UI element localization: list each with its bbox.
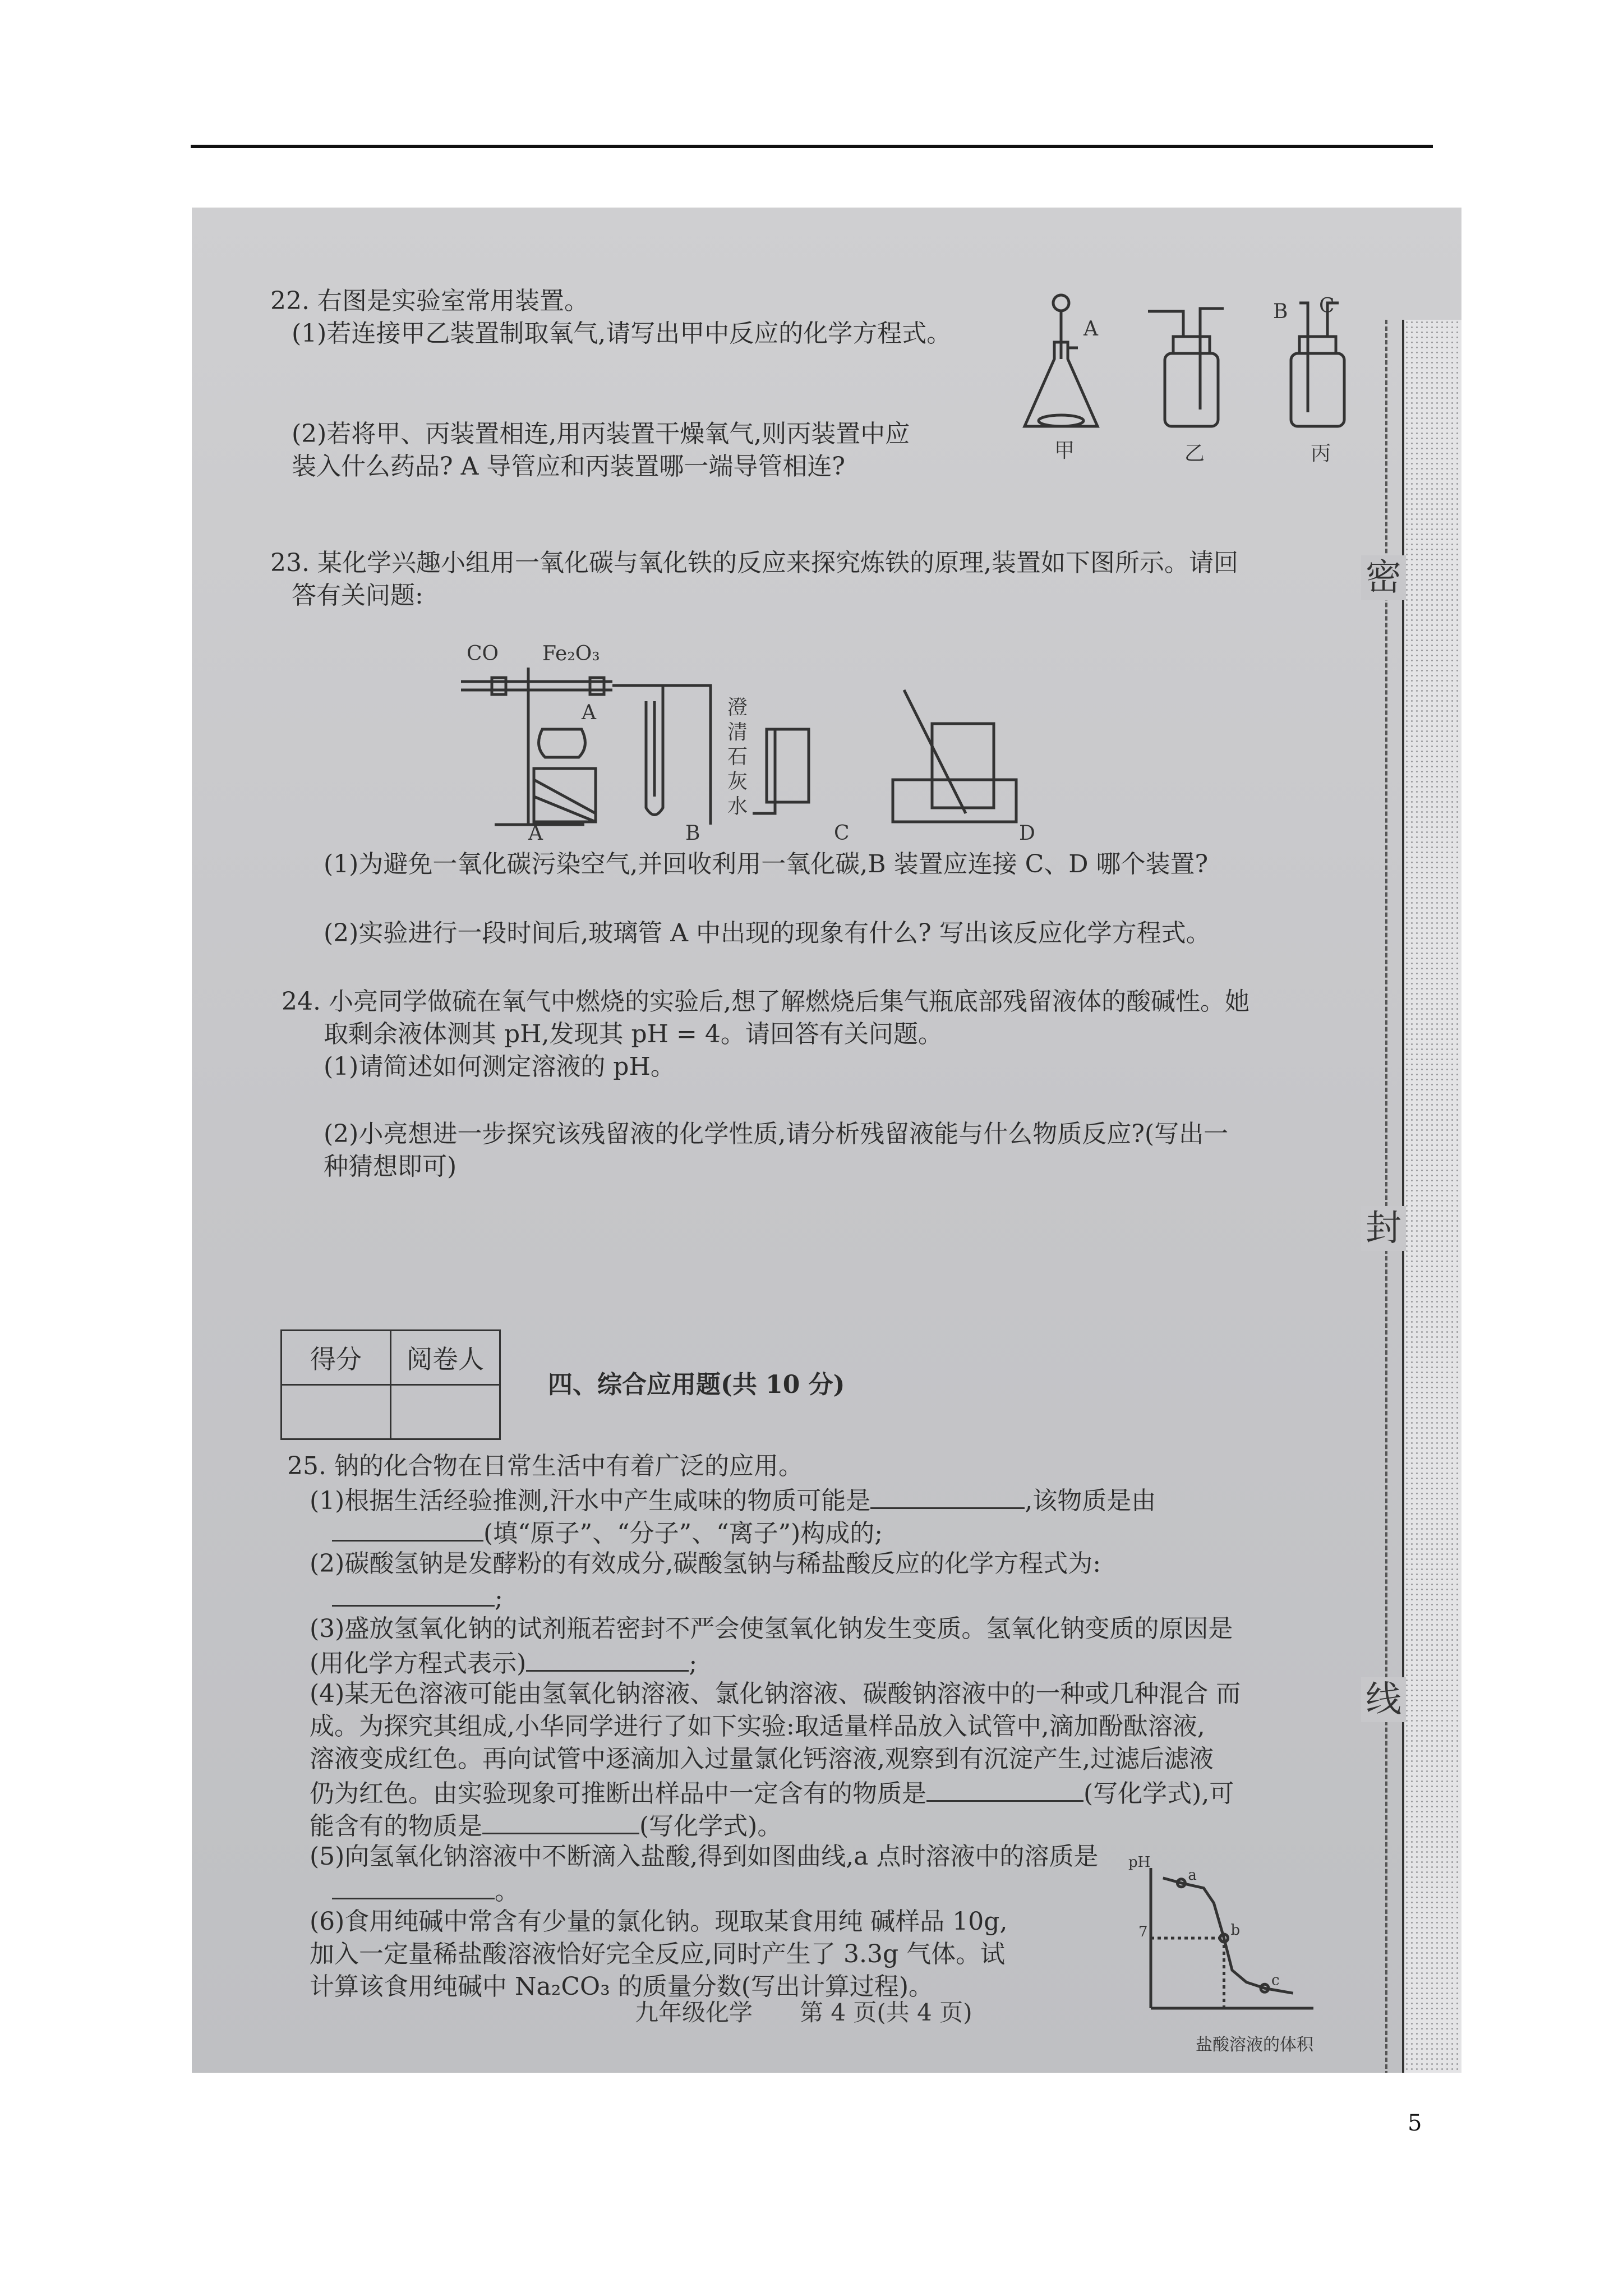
- q25-part4-line2: 成。为探究其组成,小华同学进行了如下实验:取适量样品放入试管中,滴加酚酞溶液,: [310, 1712, 1205, 1741]
- q25-part4-line4: [310, 1775, 1234, 1810]
- seal-strip: [1402, 320, 1461, 2073]
- q25-part4-line3: 溶液变成红色。再向试管中逐滴加入过量氯化钙溶液,观察到有沉淀产生,过滤后滤液: [310, 1745, 1214, 1773]
- q23-label-D: D: [1019, 822, 1035, 845]
- page-number: 5: [1408, 2110, 1422, 2136]
- q25-part6-line3: 计算该食用纯碱中 Na₂CO₃ 的质量分数(写出计算过程)。: [310, 1972, 934, 2001]
- q23-part1: (1)为避免一氧化碳污染空气,并回收利用一氧化碳,B 装置应连接 C、D 哪个装置?: [324, 850, 1209, 878]
- q25-stem: 25. 钠的化合物在日常生活中有着广泛的应用。: [287, 1452, 803, 1480]
- answer-blank[interactable]: [332, 1515, 483, 1542]
- chart-point-label-b: b: [1230, 1922, 1241, 1939]
- q24-part1: (1)请简述如何测定溶液的 pH。: [324, 1052, 675, 1081]
- q25-part3-text: (用化学方程式表示): [310, 1649, 527, 1678]
- chart-point-label-c: c: [1271, 1972, 1280, 1989]
- q22-stem: 22. 右图是实验室常用装置。: [270, 287, 589, 315]
- q22-label-yi: 乙: [1184, 442, 1205, 465]
- q23-label-limewater: 澄清石灰水: [727, 696, 748, 818]
- apparatus-A: [461, 668, 612, 825]
- q25-part3-text2: ;: [689, 1649, 698, 1678]
- q25-part2-line1: (2)碳酸氢钠是发酵粉的有效成分,碳酸氢钠与稀盐酸反应的化学方程式为:: [310, 1549, 1101, 1578]
- chart-point-label-a: a: [1188, 1866, 1197, 1884]
- scanned-exam-page: [192, 208, 1461, 2073]
- q25-part2-text2: ;: [495, 1584, 503, 1613]
- apparatus-bing: [1291, 303, 1344, 426]
- q22-part2-line2: 装入什么药品? A 导管应和丙装置哪一端导管相连?: [292, 452, 845, 481]
- apparatus-yi: [1148, 309, 1224, 426]
- answer-blank[interactable]: [332, 1873, 495, 1899]
- q25-part4-text4: (写化学式)。: [639, 1812, 782, 1841]
- q25-part4-text2: (写化学式),可: [1083, 1779, 1234, 1808]
- q25-part5-line1: (5)向氢氧化钠溶液中不断滴入盐酸,得到如图曲线,a 点时溶液中的溶质是: [310, 1842, 1099, 1871]
- chart-xlabel: 盐酸溶液的体积: [1196, 2035, 1313, 2055]
- q23-stem-line1: 23. 某化学兴趣小组用一氧化碳与氧化铁的反应来探究炼铁的原理,装置如下图所示。请回: [270, 549, 1238, 577]
- answer-blank[interactable]: [526, 1645, 689, 1672]
- q23-label-tube-a: A: [582, 701, 596, 724]
- q22-label-bing: 丙: [1311, 442, 1331, 465]
- q25-part1-line1: [310, 1483, 1156, 1517]
- q22-label-b: B: [1273, 300, 1288, 323]
- q22-part1: (1)若连接甲乙装置制取氧气,请写出甲中反应的化学方程式。: [292, 319, 952, 348]
- answer-blank[interactable]: [870, 1483, 1025, 1509]
- q25-part5-text2: 。: [495, 1877, 519, 1906]
- q25-part1-text: (1)根据生活经验推测,汗水中产生咸味的物质可能是: [310, 1487, 871, 1515]
- q25-part3-line1: (3)盛放氢氧化钠的试剂瓶若密封不严会使氢氧化钠发生变质。氢氧化钠变质的原因是: [310, 1614, 1233, 1643]
- q23-apparatus-figure: [461, 645, 1414, 836]
- answer-blank[interactable]: [926, 1775, 1083, 1802]
- q24-part2-line1: (2)小亮想进一步探究该残留液的化学性质,请分析残留液能与什么物质反应?(写出一: [324, 1120, 1229, 1148]
- q23-label-co: CO: [467, 642, 499, 665]
- grader-cell[interactable]: [391, 1385, 500, 1439]
- page-footer: 九年级化学 第 4 页(共 4 页): [635, 1999, 972, 2026]
- apparatus-jia: [1025, 295, 1098, 426]
- q23-label-fe2o3: Fe₂O₃: [542, 642, 600, 665]
- apparatus-C: [753, 729, 809, 813]
- q22-part2-line1: (2)若将甲、丙装置相连,用丙装置干燥氧气,则丙装置中应: [292, 420, 910, 448]
- section4-title: 四、综合应用题(共 10 分): [548, 1370, 845, 1399]
- q25-part1-text3: (填“原子”、“分子”、“离子”)构成的;: [483, 1519, 883, 1548]
- q24-stem-line1: 24. 小亮同学做硫在氧气中燃烧的实验后,想了解燃烧后集气瓶底部残留液体的酸碱性。她: [282, 987, 1249, 1016]
- score-header: 得分: [282, 1331, 391, 1385]
- q23-label-C: C: [834, 822, 850, 845]
- q22-label-jia: 甲: [1054, 439, 1075, 462]
- q25-part6-line1: (6)食用纯碱中常含有少量的氯化钠。现取某食用纯 碱样品 10g,: [310, 1907, 1008, 1936]
- answer-blank[interactable]: [332, 1580, 495, 1607]
- q25-part5-line2: [332, 1873, 519, 1908]
- grader-header: 阅卷人: [391, 1331, 500, 1385]
- q25-part6-line2: 加入一定量稀盐酸溶液恰好完全反应,同时产生了 3.3g 气体。试: [310, 1940, 1006, 1968]
- q25-part4-line5: [310, 1808, 782, 1843]
- ph-curve-chart: [1128, 1854, 1319, 2025]
- apparatus-B: [612, 685, 711, 825]
- q25-part2-line2: [332, 1580, 503, 1615]
- score-table: [280, 1329, 501, 1440]
- score-cell[interactable]: [282, 1385, 391, 1439]
- q22-label-c: C: [1319, 295, 1335, 318]
- seal-char-xian: 线: [1361, 1677, 1406, 1722]
- q23-stem-line2: 答有关问题:: [292, 581, 423, 610]
- q25-part1-text2: ,该物质是由: [1025, 1487, 1156, 1515]
- q24-stem-line2: 取剩余液体测其 pH,发现其 pH = 4。请回答有关问题。: [324, 1020, 943, 1048]
- q25-part4-line1: (4)某无色溶液可能由氢氧化钠溶液、氯化钠溶液、碳酸钠溶液中的一种或几种混合 而: [310, 1680, 1241, 1708]
- q25-part3-line2: [310, 1645, 697, 1680]
- apparatus-D: [893, 690, 1016, 822]
- q23-label-A: A: [528, 822, 543, 845]
- q23-label-B: B: [685, 822, 700, 845]
- q25-part4-text: 仍为红色。由实验现象可推断出样品中一定含有的物质是: [310, 1779, 926, 1808]
- q25-part4-text3: 能含有的物质是: [310, 1812, 482, 1841]
- q24-part2-line2: 种猜想即可): [324, 1152, 457, 1181]
- chart-ylabel: pH: [1128, 1854, 1151, 1871]
- answer-blank[interactable]: [482, 1808, 639, 1834]
- header-rule: [191, 145, 1433, 148]
- q25-part1-line2: [332, 1515, 883, 1550]
- seal-char-mi: 密: [1361, 555, 1406, 600]
- q23-part2: (2)实验进行一段时间后,玻璃管 A 中出现的现象有什么? 写出该反应化学方程式。: [324, 919, 1211, 947]
- chart-ytick-7: 7: [1138, 1924, 1148, 1940]
- seal-char-feng: 封: [1361, 1206, 1406, 1251]
- q22-label-a: A: [1083, 318, 1098, 341]
